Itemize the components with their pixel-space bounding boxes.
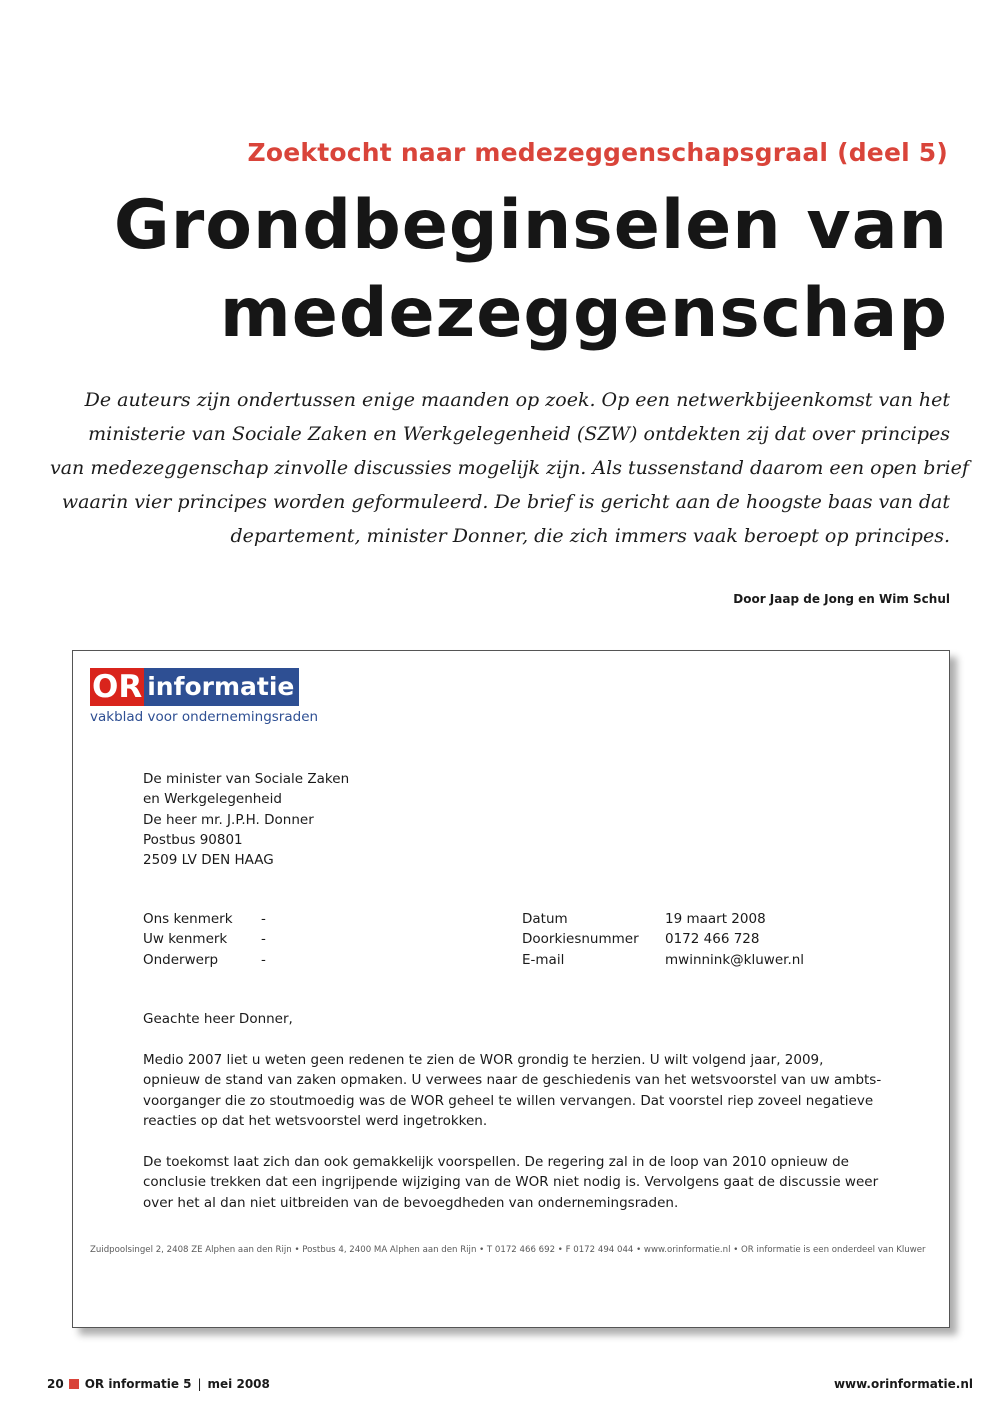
red-square-icon: [69, 1379, 79, 1389]
meta-label: Datum: [522, 911, 568, 927]
meta-left-values: [261, 909, 266, 970]
meta-label: Onderwerp: [143, 951, 219, 968]
meta-value: -: [261, 931, 266, 948]
lead-line: van medezeggenschap zinvolle discussies mogelijk zijn. Als tussenstand daarom een open brief: [50, 457, 969, 479]
letter-salutation: Geachte heer Donner,: [143, 1011, 293, 1027]
page-footer-url: www.orinformatie.nl: [833, 1377, 973, 1391]
page-number: 20: [47, 1377, 64, 1391]
lead-line: departement, minister Donner, die zich immers vaak beroept op principes.: [230, 525, 950, 547]
address-line: en Werkgelegenheid: [143, 791, 282, 808]
lead-line: De auteurs zijn ondertussen enige maanden op zoek. Op een netwerkbijeenkomst van het: [84, 389, 950, 411]
logo-or: OR: [92, 669, 143, 705]
paragraph-line: Medio 2007 liet u weten geen redenen te zien de WOR grondig te herzien. U wilt volgend jaar, 2009,: [143, 1052, 824, 1068]
letter-image: [72, 650, 950, 1328]
letter-footer: Zuidpoolsingel 2, 2408 ZE Alphen aan den Rijn • Postbus 4, 2400 MA Alphen aan den Rijn • T 0172 466 692 • F 0172 494 044 • www.orinformatie.nl • OR informatie is een onderdeel van Kluwer: [90, 1245, 926, 1255]
letter-paragraph-1: [143, 1050, 903, 1131]
page-footer: [47, 1377, 270, 1391]
paragraph-line: reacties op dat het wetsvoorstel werd ingetrokken.: [143, 1112, 488, 1129]
letter-address: [143, 769, 349, 870]
meta-value: mwinnink@kluwer.nl: [665, 951, 805, 968]
article-title: [68, 182, 948, 358]
meta-value: 19 maart 2008: [665, 911, 766, 927]
logo-informatie: informatie: [144, 668, 299, 706]
letter-paragraph-2: [143, 1152, 903, 1213]
paragraph-line: over het al dan niet uitbreiden van de bevoegdheden van ondernemingsraden.: [143, 1194, 679, 1211]
paragraph-line: opnieuw de stand van zaken opmaken. U verwees naar de geschiedenis van het wetsvoorstel van uw ambts-: [143, 1072, 882, 1089]
article-lead: [50, 383, 969, 553]
address-line: Postbus 90801: [143, 831, 243, 848]
title-line: medezeggenschap: [219, 274, 948, 353]
paragraph-line: De toekomst laat zich dan ook gemakkelijk voorspellen. De regering zal in de loop van 2010 opnieuw de: [143, 1154, 849, 1170]
address-line: De minister van Sociale Zaken: [143, 771, 350, 787]
issue-date: mei 2008: [207, 1377, 270, 1391]
magazine-name: OR informatie 5: [84, 1377, 192, 1391]
logo-wordmark: [90, 668, 318, 706]
article-byline: Door Jaap de Jong en Wim Schul: [733, 592, 950, 606]
meta-value: -: [261, 911, 266, 927]
lead-line: ministerie van Sociale Zaken en Werkgelegenheid (SZW) ontdekten zij dat over principes: [88, 423, 950, 445]
paragraph-line: conclusie trekken dat een ingrijpende wijziging van de WOR niet nodig is. Vervolgens gaat de discussie weer: [143, 1174, 879, 1191]
meta-label: Ons kenmerk: [143, 911, 233, 927]
meta-left-labels: [143, 909, 233, 970]
meta-value: 0172 466 728: [665, 931, 760, 948]
paragraph-line: voorganger die zo stoutmoedig was de WOR geheel te willen vervangen. Dat voorstel riep zoveel negatieve: [143, 1092, 874, 1109]
meta-value: -: [261, 951, 266, 968]
article-subtitle: Zoektocht naar medezeggenschapsgraal (deel 5): [247, 138, 948, 167]
meta-right-labels: [522, 909, 639, 970]
lead-line: waarin vier principes worden geformuleerd. De brief is gericht aan de hoogste baas van dat: [61, 491, 950, 513]
logo-tagline: vakblad voor ondernemingsraden: [90, 709, 319, 725]
meta-right-values: [665, 909, 804, 970]
meta-label: Uw kenmerk: [143, 931, 228, 948]
meta-label: E-mail: [522, 951, 565, 968]
address-line: 2509 LV DEN HAAG: [143, 852, 274, 869]
title-line: Grondbeginselen van: [113, 186, 948, 265]
footer-separator: |: [197, 1377, 202, 1391]
address-line: De heer mr. J.P.H. Donner: [143, 811, 314, 828]
meta-label: Doorkiesnummer: [522, 931, 639, 948]
or-informatie-logo: [90, 668, 318, 726]
